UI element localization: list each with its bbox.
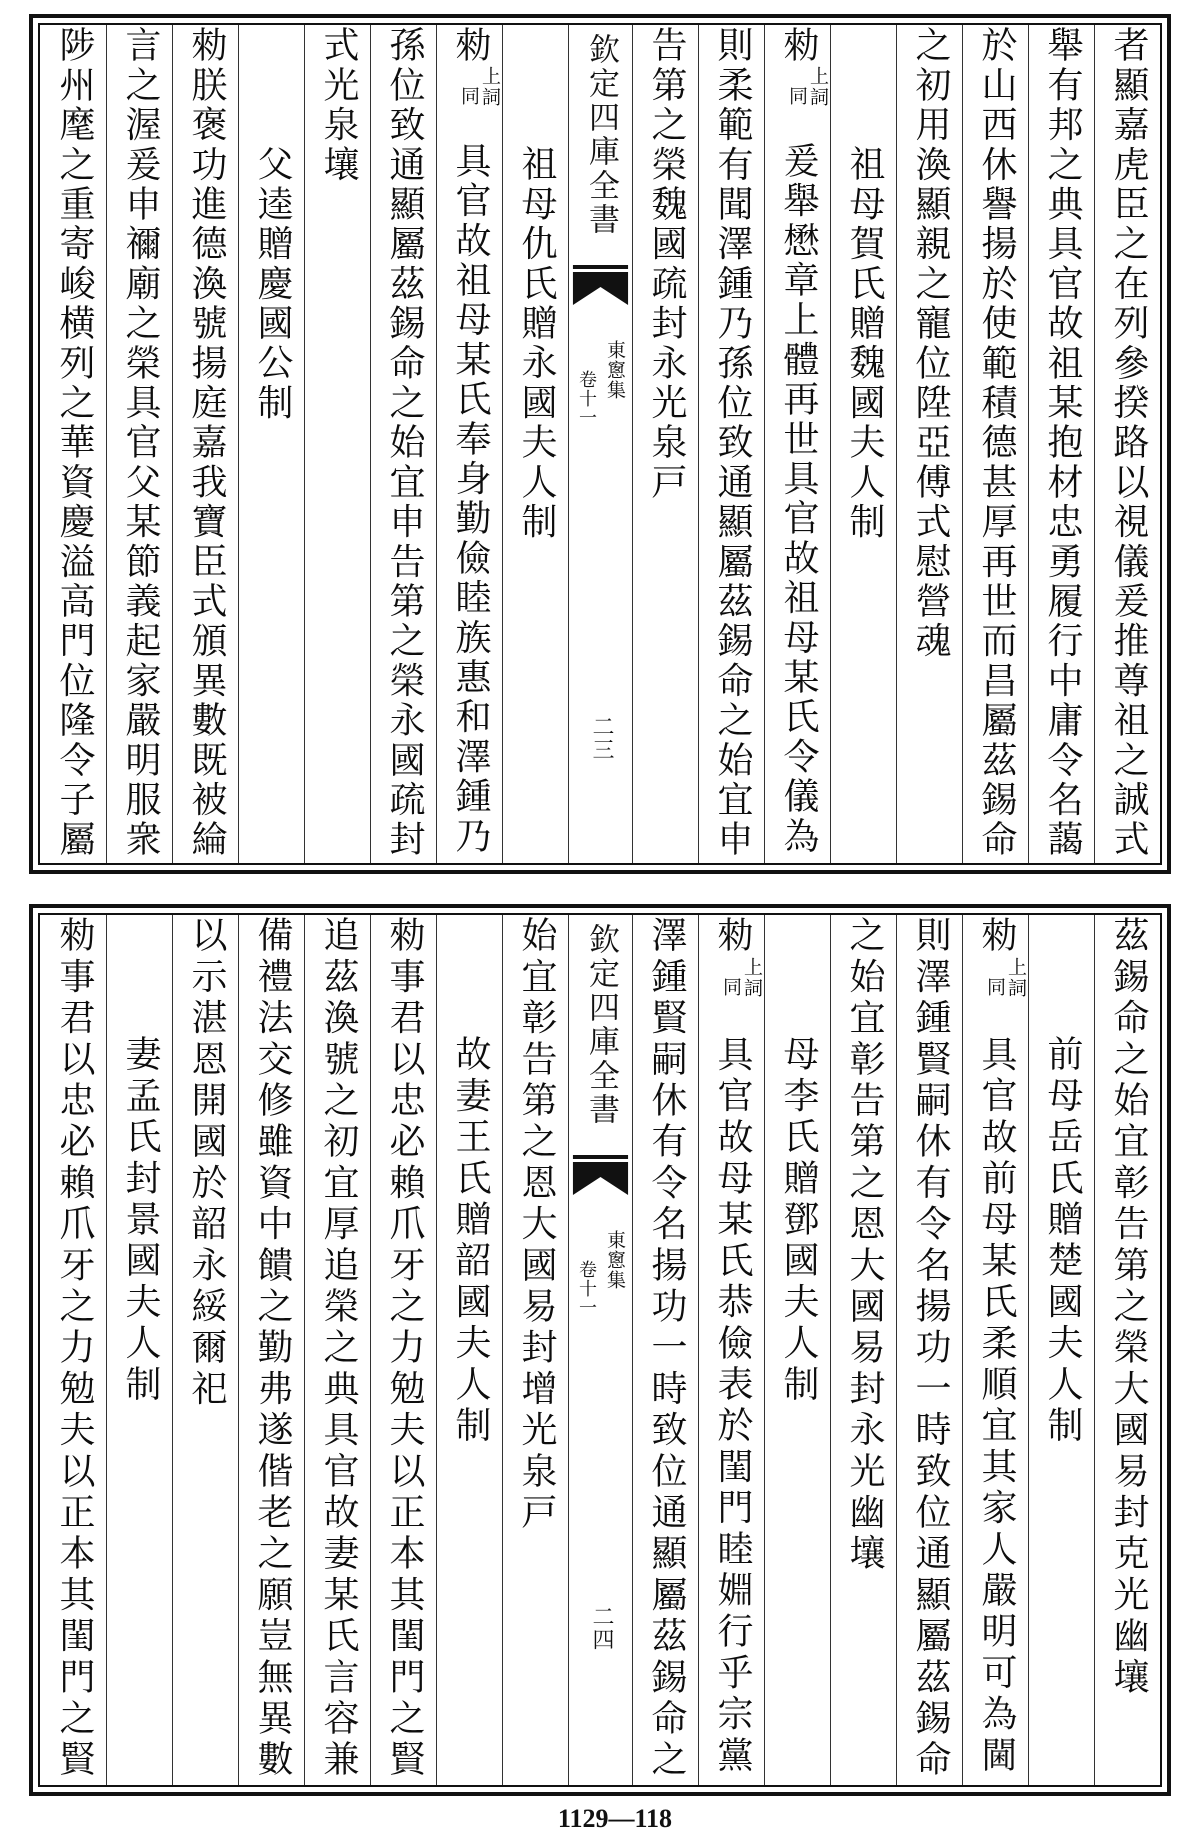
column-row <box>40 915 1160 1785</box>
note-right-line: 上詞 <box>741 957 763 1000</box>
note-right-line: 上詞 <box>479 65 501 108</box>
column-body: 具官故母某氏恭儉表於閨門睦婣行乎宗黨 <box>712 1035 753 1777</box>
text-column <box>896 25 962 863</box>
edict-lead-char: 勑 <box>712 916 753 958</box>
interlinear-note <box>458 66 500 142</box>
text-column <box>698 915 764 1785</box>
text-column <box>304 25 370 863</box>
juan-number: 卷十一 <box>576 370 597 427</box>
text-column <box>1028 25 1094 863</box>
note-right-line: 上詞 <box>807 65 829 108</box>
column-row <box>40 25 1160 863</box>
lower-leaf-frame <box>29 904 1171 1796</box>
edict-title-column <box>830 25 896 863</box>
collection-title: 欽定四庫全書 <box>583 923 619 1127</box>
note-left-line: 同 <box>786 85 808 107</box>
column-text <box>437 25 502 863</box>
edict-title: 前母岳氏贈楚國夫人制 <box>1042 1035 1083 1447</box>
column-text <box>699 915 764 1785</box>
text-column <box>172 25 238 863</box>
text-column <box>632 25 698 863</box>
column-text: 則柔範有聞澤鍾乃孫位致通顯屬茲錫命之始宜申 <box>712 26 753 860</box>
column-body: 具官故祖母某氏奉身勤儉睦族惠和澤鍾乃 <box>450 141 491 857</box>
text-column <box>370 915 436 1785</box>
edict-title: 故妻王氏贈韶國夫人制 <box>450 1035 491 1447</box>
edict-title-column <box>436 915 502 1785</box>
text-column <box>632 915 698 1785</box>
juan-number: 卷十一 <box>576 1260 597 1317</box>
interlinear-note <box>720 957 762 1035</box>
interlinear-note <box>786 66 828 142</box>
note-right-line: 上詞 <box>1005 957 1027 1000</box>
column-text: 備禮法交修雖資中饋之勤弗遂偕老之願豈無異數 <box>252 916 293 1782</box>
column-text: 茲錫命之始宜彰告第之榮大國易封克光幽壤 <box>1108 916 1149 1699</box>
edict-title-column <box>106 915 172 1785</box>
edict-title: 父逵贈慶國公制 <box>252 145 293 423</box>
book-title: 東窻集 <box>604 1230 626 1290</box>
leaf-number: 二四 <box>589 1605 614 1651</box>
text-column <box>172 915 238 1785</box>
column-text: 勑事君以忠必賴爪牙之力勉夫以正本其閨門之賢 <box>384 916 425 1782</box>
edict-title-column <box>502 25 568 863</box>
column-body: 具官故前母某氏柔順宜其家人嚴明可為閫 <box>976 1035 1017 1777</box>
text-column <box>502 915 568 1785</box>
text-column <box>1094 25 1160 863</box>
column-text: 則澤鍾賢嗣休有令名揚功一時致位通顯屬茲錫命 <box>910 916 951 1782</box>
column-text: 式光泉壤 <box>318 26 359 185</box>
column-text: 陟州麾之重寄峻横列之華資慶溢高門位隆令子屬 <box>54 26 95 860</box>
edict-title: 母李氏贈鄧國夫人制 <box>778 1035 819 1406</box>
column-text: 勑事君以忠必賴爪牙之力勉夫以正本其閨門之賢 <box>54 916 95 1782</box>
column-text: 澤鍾賢嗣休有令名揚功一時致位通顯屬茲錫命之 <box>646 916 687 1782</box>
center-fold-column <box>568 915 632 1785</box>
column-text: 以示湛恩開國於韶永綏爾祀 <box>186 916 227 1411</box>
edict-lead-char: 勑 <box>976 916 1017 958</box>
column-text: 於山西休譽揚於使範積德甚厚再世而昌屬茲錫命 <box>976 26 1017 860</box>
interlinear-note <box>984 957 1026 1035</box>
text-column <box>896 915 962 1785</box>
column-text <box>963 915 1028 1785</box>
edict-title-column <box>1028 915 1094 1785</box>
text-column <box>962 25 1028 863</box>
edict-title: 妻孟氏封景國夫人制 <box>120 1035 161 1406</box>
column-text: 言之渥爰申禰廟之榮具官父某節義起家嚴明服衆 <box>120 26 161 860</box>
fishtail-mark-icon <box>569 1155 632 1197</box>
text-column <box>764 25 830 863</box>
column-text: 孫位致通顯屬茲錫命之始宜申告第之榮永國疏封 <box>384 26 425 860</box>
column-body: 爰舉懋章上體再世具官故祖母某氏令儀為 <box>778 141 819 857</box>
edict-title: 祖母仇氏贈永國夫人制 <box>516 145 557 542</box>
note-left-line: 同 <box>458 85 480 107</box>
note-left-line: 同 <box>720 977 742 999</box>
text-column <box>698 25 764 863</box>
text-column <box>40 25 106 863</box>
edict-title-column <box>764 915 830 1785</box>
edict-title: 祖母賀氏贈魏國夫人制 <box>844 145 885 542</box>
inner-border <box>38 23 1162 865</box>
text-column <box>304 915 370 1785</box>
column-text: 告第之榮魏國疏封永光泉戸 <box>646 26 687 503</box>
text-column <box>962 915 1028 1785</box>
edict-lead-char: 勑 <box>450 26 491 66</box>
text-column <box>106 25 172 863</box>
column-text: 者顯嘉虎臣之在列參揆路以視儀爰推尊祖之誠式 <box>1108 26 1149 860</box>
book-title: 東窻集 <box>604 340 626 400</box>
upper-leaf-frame <box>29 14 1171 874</box>
inner-border <box>38 913 1162 1787</box>
center-fold-column <box>568 25 632 863</box>
note-left-line: 同 <box>984 977 1006 999</box>
text-column <box>40 915 106 1785</box>
text-column <box>238 915 304 1785</box>
column-text <box>765 25 830 863</box>
text-column <box>830 915 896 1785</box>
text-column <box>370 25 436 863</box>
text-column <box>1094 915 1160 1785</box>
reprint-page-label: 1129—118 <box>557 1804 673 1833</box>
collection-title: 欽定四庫全書 <box>583 33 619 237</box>
fishtail-mark-icon <box>569 265 632 307</box>
column-text: 之初用渙顯親之寵位陞亞傅式慰營魂 <box>910 26 951 662</box>
edict-lead-char: 勑 <box>778 26 819 66</box>
column-text: 追茲渙號之初宜厚追榮之典具官故妻某氏言容兼 <box>318 916 359 1782</box>
leaf-number: 二三 <box>589 715 614 761</box>
edict-title-column <box>238 25 304 863</box>
column-text: 勑朕褒功進德渙號揚庭嘉我寶臣式頒異數既被綸 <box>186 26 227 860</box>
text-column <box>436 25 502 863</box>
column-text: 始宜彰告第之恩大國易封增光泉戸 <box>516 916 557 1534</box>
column-text: 之始宜彰告第之恩大國易封永光幽壤 <box>844 916 885 1576</box>
column-text: 舉有邦之典具官故祖某抱材忠勇履行中庸令名藹 <box>1042 26 1083 860</box>
